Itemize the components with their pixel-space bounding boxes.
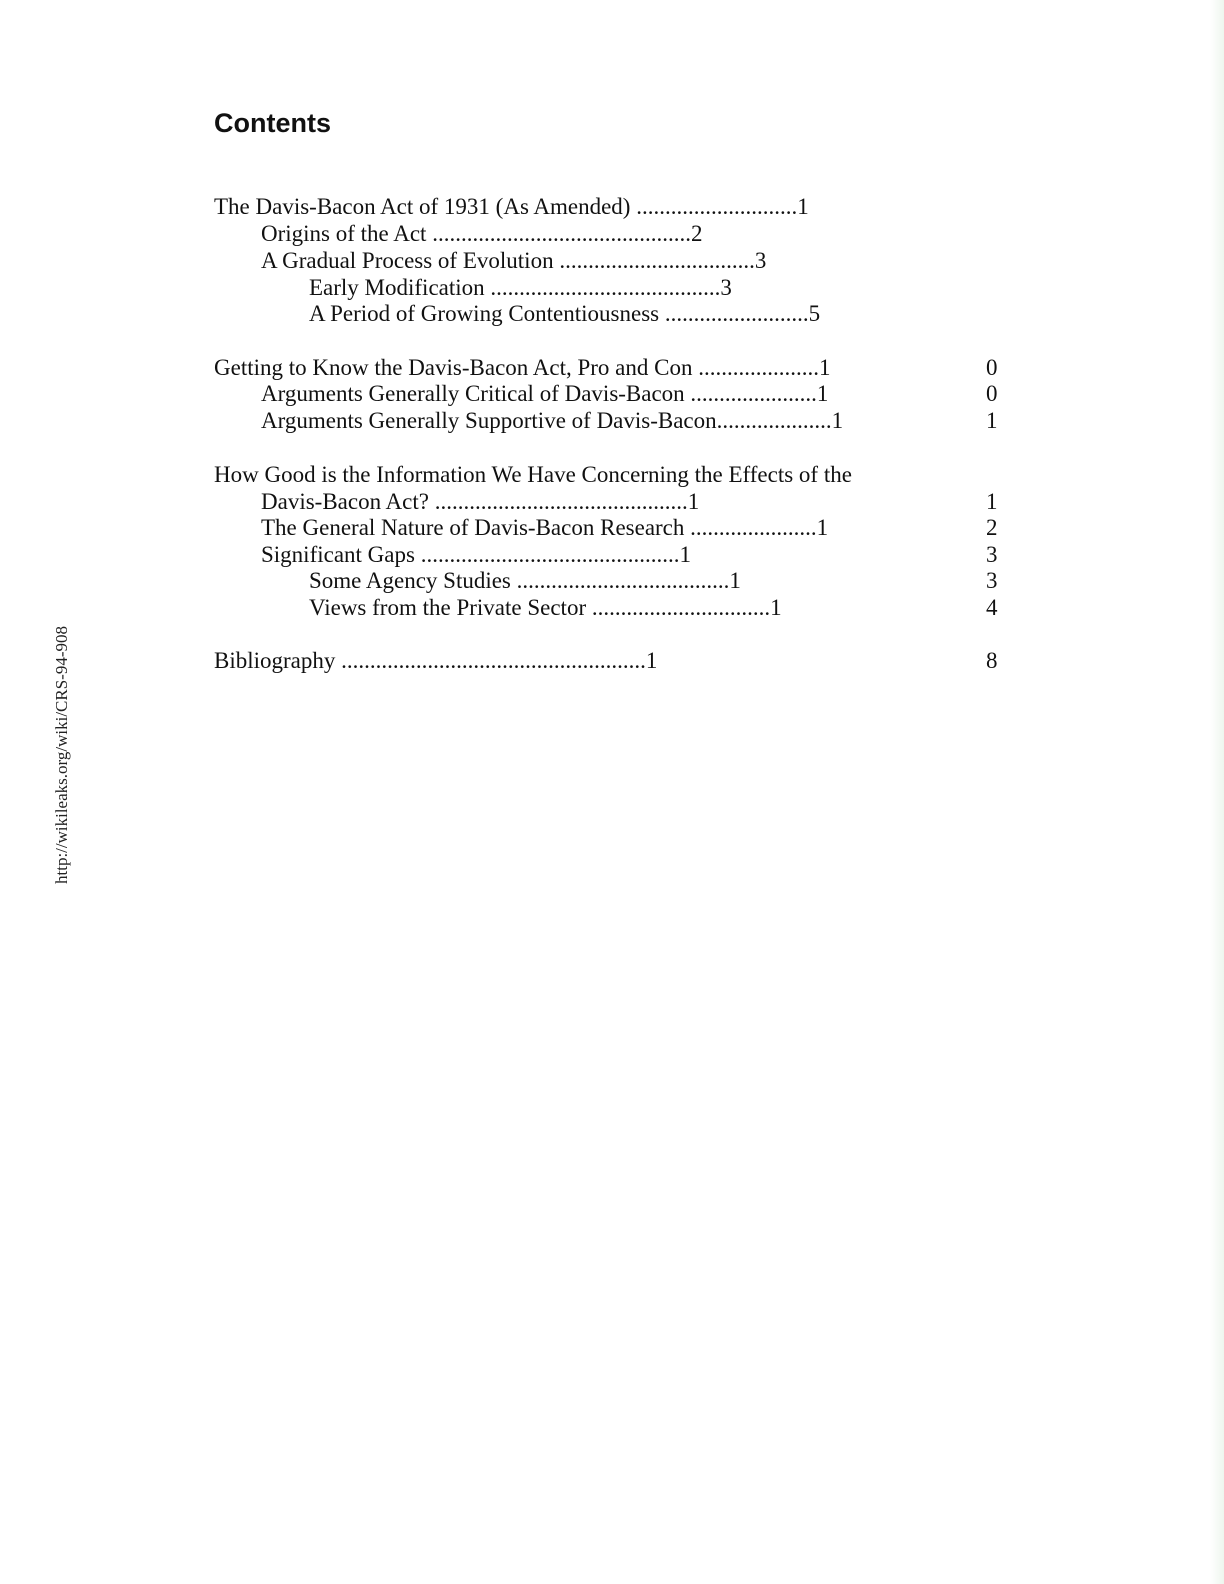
toc-entry-davis-bacon-act: The Davis-Bacon Act of 1931 (As Amended) ............................1 xyxy=(214,194,809,219)
toc-entry-gradual-process: A Gradual Process of Evolution ..................................3 xyxy=(261,248,767,273)
toc-page-suffix: 0 xyxy=(986,381,998,406)
toc-page-suffix: 4 xyxy=(986,595,998,620)
toc-entry-growing-contentiousness: A Period of Growing Contentiousness .........................5 xyxy=(309,301,821,326)
toc-page-suffix: 3 xyxy=(986,568,998,593)
toc-entry-arguments-supportive: Arguments Generally Supportive of Davis-Bacon....................1 xyxy=(261,408,844,433)
toc-entry-information-quality-cont: Davis-Bacon Act? ............................................1 xyxy=(261,489,700,514)
toc-entry-private-sector: Views from the Private Sector ...............................1 xyxy=(309,595,782,620)
toc-page-suffix: 3 xyxy=(986,542,998,567)
toc-entry-general-nature: The General Nature of Davis-Bacon Research ......................1 xyxy=(261,515,829,540)
toc-entry-information-quality: How Good is the Information We Have Concerning the Effects of the xyxy=(214,462,852,487)
page-title: Contents xyxy=(214,108,331,138)
toc-entry-agency-studies: Some Agency Studies .....................................1 xyxy=(309,568,741,593)
watermark-url: http://wikileaks.org/wiki/CRS-94-908 xyxy=(52,626,71,884)
toc-page-suffix: 0 xyxy=(986,355,998,380)
toc-entry-early-modification: Early Modification ........................................3 xyxy=(309,275,732,300)
page-edge xyxy=(1210,0,1224,1584)
toc-page-suffix: 1 xyxy=(986,408,998,433)
toc-page-suffix: 8 xyxy=(986,648,998,673)
toc-page-suffix: 2 xyxy=(986,515,998,540)
toc-entry-significant-gaps: Significant Gaps .............................................1 xyxy=(261,542,691,567)
toc-entry-getting-to-know: Getting to Know the Davis-Bacon Act, Pro and Con .....................1 xyxy=(214,355,831,380)
toc-entry-origins: Origins of the Act .............................................2 xyxy=(261,221,703,246)
toc-page-suffix: 1 xyxy=(986,489,998,514)
toc-entry-bibliography: Bibliography .....................................................1 xyxy=(214,648,658,673)
toc-entry-arguments-critical: Arguments Generally Critical of Davis-Bacon ......................1 xyxy=(261,381,829,406)
